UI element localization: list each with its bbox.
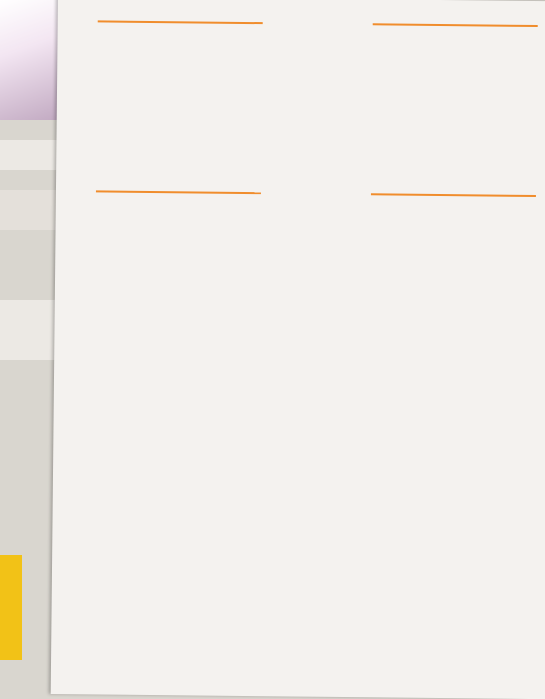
modele5-header xyxy=(96,180,536,207)
magazine-cover xyxy=(0,0,60,120)
page-strip xyxy=(0,140,62,170)
modele4-header xyxy=(98,10,538,37)
grille2-flower xyxy=(413,358,494,439)
legend-title xyxy=(443,498,543,499)
page-strip xyxy=(0,300,62,360)
legend xyxy=(443,498,543,499)
page-strip xyxy=(0,190,62,230)
modele4-title xyxy=(98,10,538,15)
grille1-chart xyxy=(77,348,440,652)
modele5-title xyxy=(96,180,536,185)
yellow-tab xyxy=(0,555,22,660)
pattern-page xyxy=(51,0,545,699)
